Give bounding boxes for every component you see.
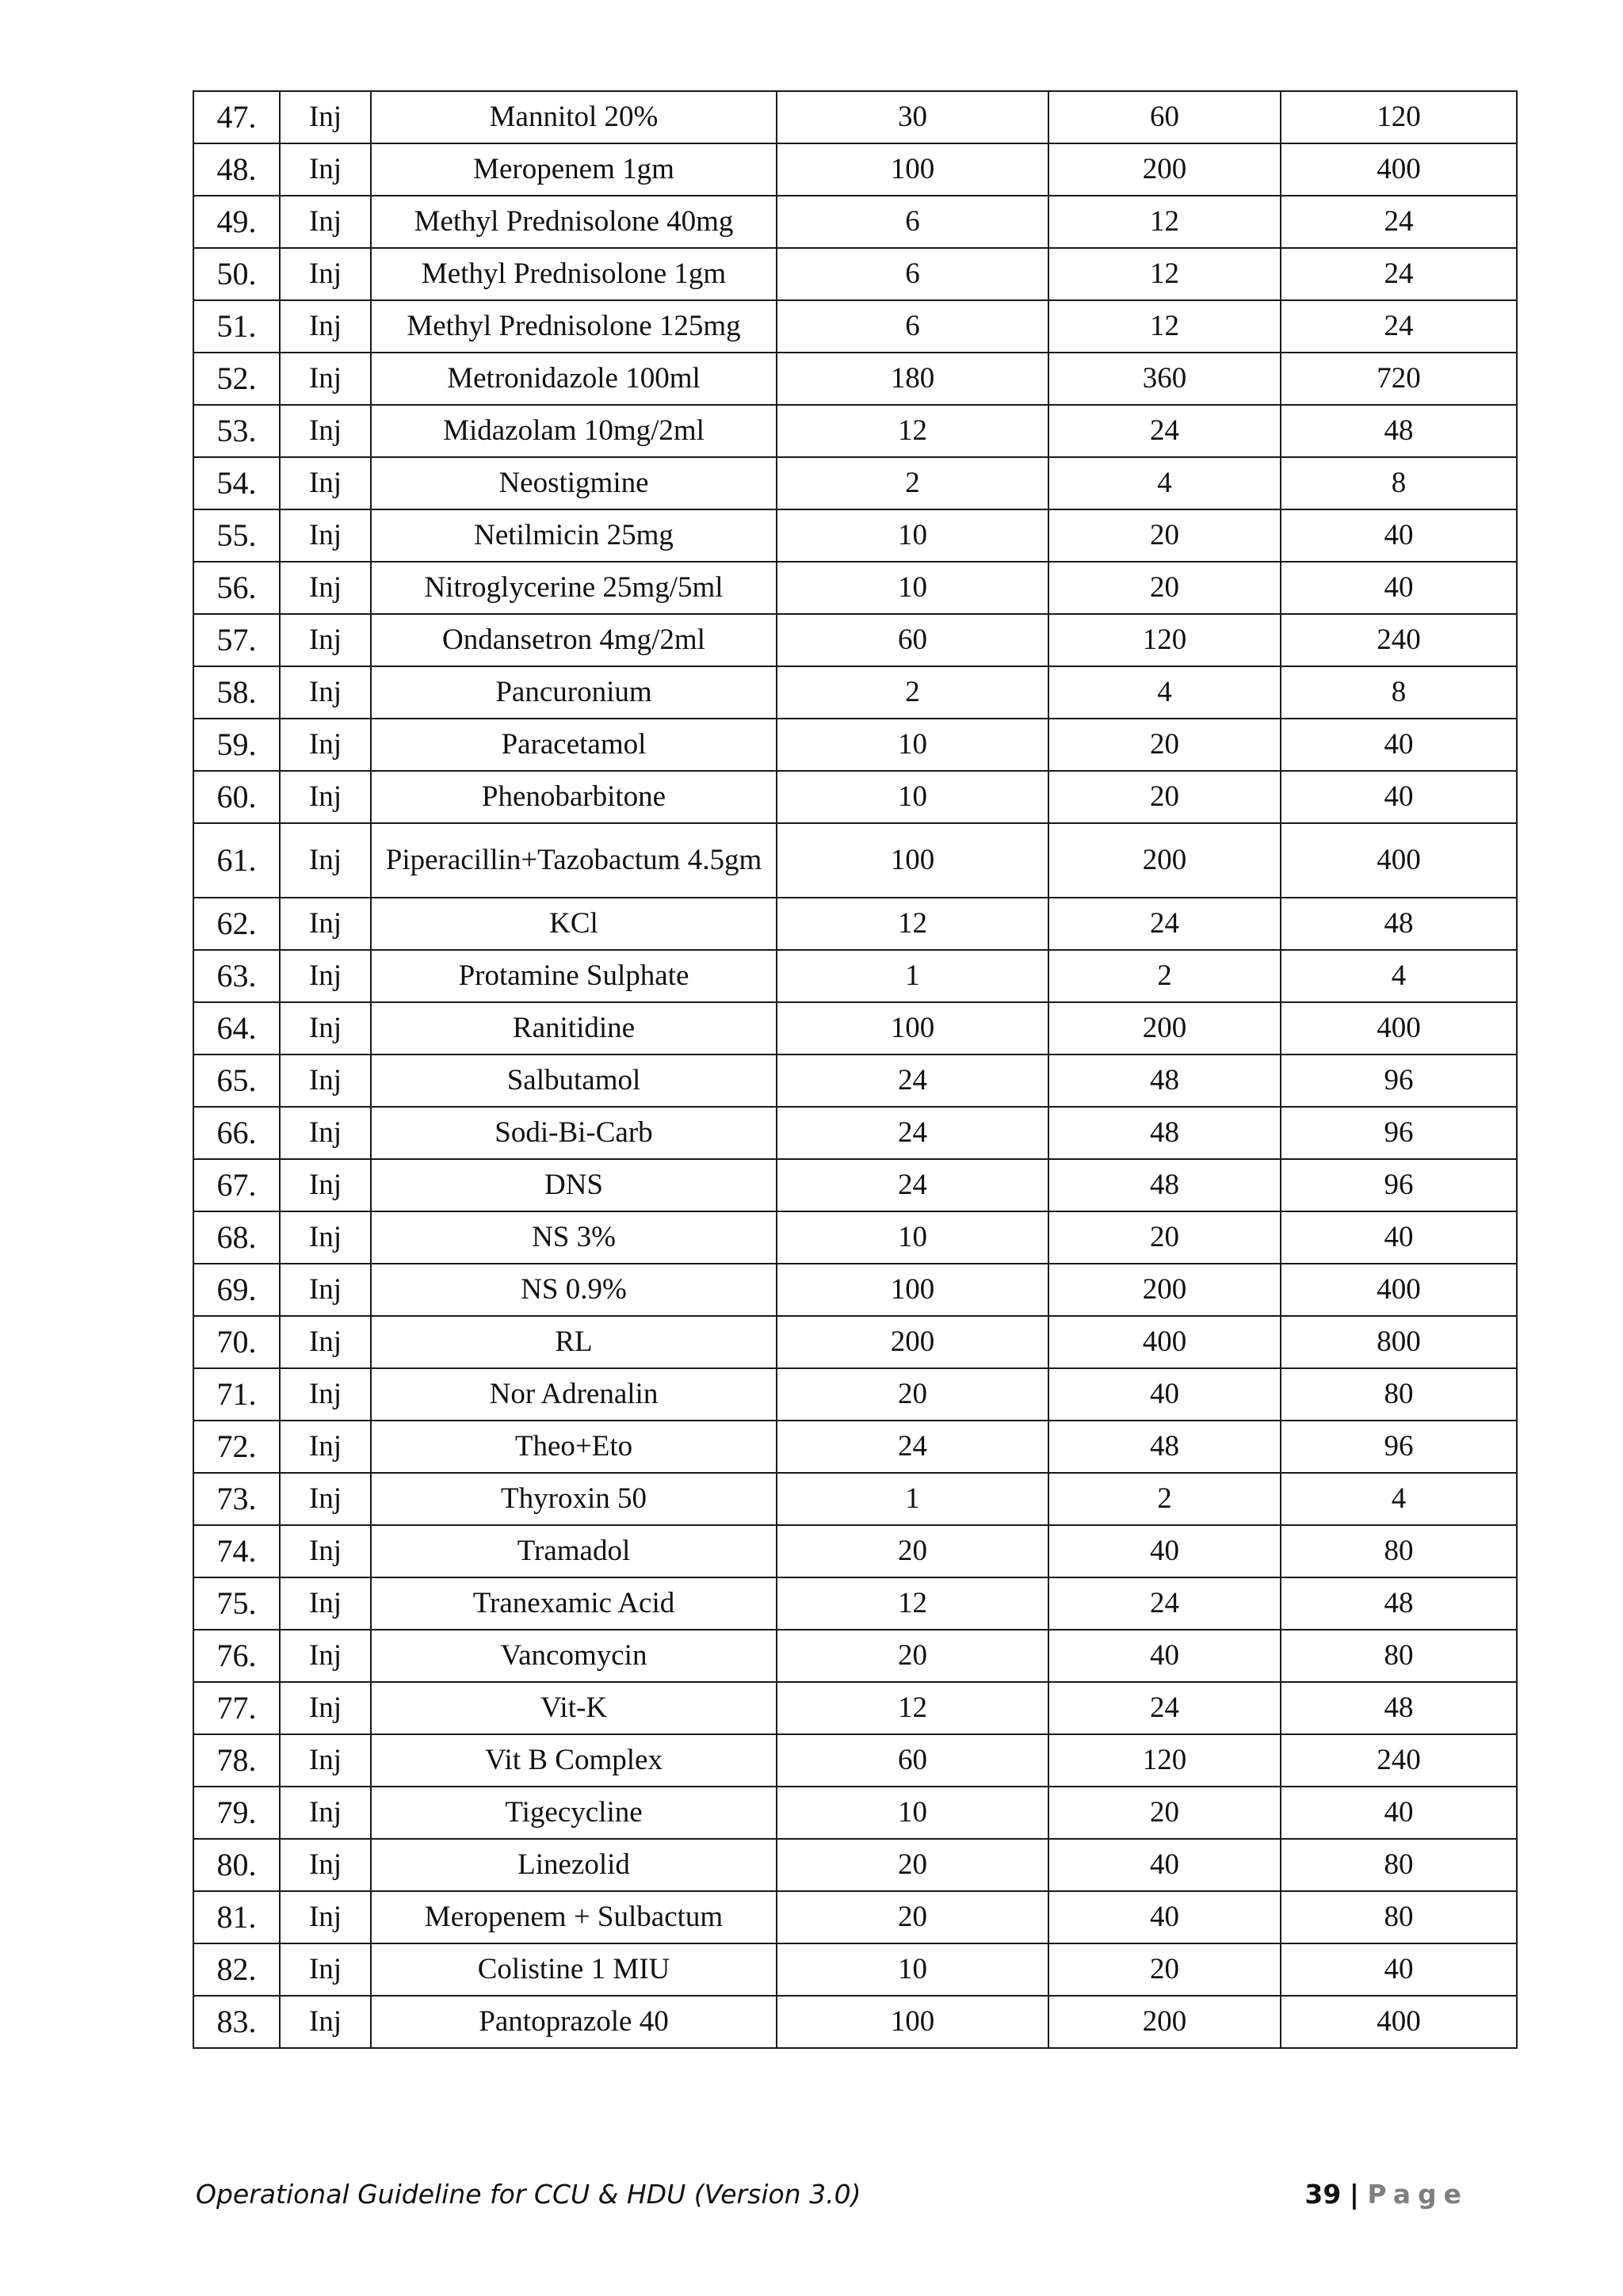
serial-number-cell: 63.	[193, 950, 280, 1002]
drug-name-cell: Theo+Eto	[371, 1421, 777, 1473]
quantity-cell: 20	[777, 1839, 1048, 1891]
quantity-cell: 100	[777, 143, 1048, 196]
quantity-cell: 20	[1048, 509, 1281, 562]
quantity-cell: 400	[1281, 143, 1517, 196]
dosage-form-cell: Inj	[280, 1107, 371, 1159]
quantity-cell: 200	[1048, 823, 1281, 898]
serial-number-cell: 81.	[193, 1891, 280, 1943]
quantity-cell: 24	[1281, 248, 1517, 300]
table-row	[193, 143, 1517, 196]
quantity-cell: 720	[1281, 353, 1517, 405]
drug-name-cell: NS 0.9%	[371, 1264, 777, 1316]
dosage-form-cell: Inj	[280, 1577, 371, 1630]
table-row	[193, 509, 1517, 562]
drug-name-cell: Neostigmine	[371, 457, 777, 509]
quantity-cell: 10	[777, 562, 1048, 614]
dosage-form-cell: Inj	[280, 1734, 371, 1787]
quantity-cell: 60	[1048, 91, 1281, 143]
dosage-form-cell: Inj	[280, 771, 371, 823]
quantity-cell: 40	[1281, 1211, 1517, 1264]
quantity-cell: 48	[1281, 1577, 1517, 1630]
quantity-cell: 40	[1281, 562, 1517, 614]
quantity-cell: 48	[1281, 898, 1517, 950]
table-row	[193, 823, 1517, 898]
drug-name-cell: DNS	[371, 1159, 777, 1211]
quantity-cell: 12	[1048, 196, 1281, 248]
quantity-cell: 96	[1281, 1107, 1517, 1159]
drug-name-cell: Methyl Prednisolone 40mg	[371, 196, 777, 248]
serial-number-cell: 77.	[193, 1682, 280, 1734]
quantity-cell: 40	[1281, 719, 1517, 771]
table-row	[193, 614, 1517, 666]
quantity-cell: 400	[1048, 1316, 1281, 1368]
quantity-cell: 24	[1048, 1577, 1281, 1630]
serial-number-cell: 68.	[193, 1211, 280, 1264]
serial-number-cell: 73.	[193, 1473, 280, 1525]
quantity-cell: 2	[1048, 1473, 1281, 1525]
footer-page-label	[1304, 2179, 1468, 2210]
quantity-cell: 40	[1281, 1787, 1517, 1839]
quantity-cell: 6	[777, 248, 1048, 300]
quantity-cell: 24	[1048, 405, 1281, 457]
table-row	[193, 1525, 1517, 1577]
quantity-cell: 200	[777, 1316, 1048, 1368]
quantity-cell: 200	[1048, 1996, 1281, 2048]
dosage-form-cell: Inj	[280, 300, 371, 353]
drug-name-cell: Methyl Prednisolone 125mg	[371, 300, 777, 353]
quantity-cell: 400	[1281, 823, 1517, 898]
drug-name-cell: Pantoprazole 40	[371, 1996, 777, 2048]
dosage-form-cell: Inj	[280, 196, 371, 248]
quantity-cell: 12	[777, 1682, 1048, 1734]
table-row	[193, 950, 1517, 1002]
table-row	[193, 1107, 1517, 1159]
quantity-cell: 100	[777, 823, 1048, 898]
quantity-cell: 10	[777, 509, 1048, 562]
quantity-cell: 24	[1281, 300, 1517, 353]
quantity-cell: 120	[1048, 1734, 1281, 1787]
table-row	[193, 405, 1517, 457]
table-row	[193, 771, 1517, 823]
quantity-cell: 10	[777, 1787, 1048, 1839]
drug-name-cell: Mannitol 20%	[371, 91, 777, 143]
quantity-cell: 80	[1281, 1630, 1517, 1682]
quantity-cell: 48	[1048, 1421, 1281, 1473]
drug-quantity-table	[193, 90, 1518, 2049]
table-row	[193, 1368, 1517, 1421]
drug-name-cell: Midazolam 10mg/2ml	[371, 405, 777, 457]
serial-number-cell: 78.	[193, 1734, 280, 1787]
quantity-cell: 10	[777, 1211, 1048, 1264]
quantity-cell: 24	[1048, 898, 1281, 950]
drug-name-cell: Salbutamol	[371, 1055, 777, 1107]
serial-number-cell: 60.	[193, 771, 280, 823]
quantity-cell: 360	[1048, 353, 1281, 405]
quantity-cell: 20	[777, 1630, 1048, 1682]
table-row	[193, 1996, 1517, 2048]
table-row	[193, 1211, 1517, 1264]
dosage-form-cell: Inj	[280, 248, 371, 300]
quantity-cell: 180	[777, 353, 1048, 405]
table-row	[193, 1839, 1517, 1891]
quantity-cell: 100	[777, 1996, 1048, 2048]
serial-number-cell: 57.	[193, 614, 280, 666]
table-row	[193, 666, 1517, 719]
table-row	[193, 1264, 1517, 1316]
serial-number-cell: 49.	[193, 196, 280, 248]
quantity-cell: 100	[777, 1002, 1048, 1055]
dosage-form-cell: Inj	[280, 1473, 371, 1525]
page-number: 39	[1304, 2179, 1342, 2210]
drug-name-cell: Piperacillin+Tazobactum 4.5gm	[371, 823, 777, 898]
serial-number-cell: 62.	[193, 898, 280, 950]
table-row	[193, 562, 1517, 614]
dosage-form-cell: Inj	[280, 1630, 371, 1682]
quantity-cell: 40	[1048, 1891, 1281, 1943]
drug-name-cell: Linezolid	[371, 1839, 777, 1891]
quantity-cell: 96	[1281, 1421, 1517, 1473]
quantity-cell: 400	[1281, 1996, 1517, 2048]
table-row	[193, 1577, 1517, 1630]
dosage-form-cell: Inj	[280, 898, 371, 950]
drug-name-cell: Vit B Complex	[371, 1734, 777, 1787]
drug-name-cell: Nitroglycerine 25mg/5ml	[371, 562, 777, 614]
drug-name-cell: Methyl Prednisolone 1gm	[371, 248, 777, 300]
quantity-cell: 800	[1281, 1316, 1517, 1368]
drug-name-cell: RL	[371, 1316, 777, 1368]
quantity-cell: 20	[1048, 719, 1281, 771]
drug-name-cell: Vancomycin	[371, 1630, 777, 1682]
dosage-form-cell: Inj	[280, 1264, 371, 1316]
table-row	[193, 719, 1517, 771]
dosage-form-cell: Inj	[280, 1525, 371, 1577]
quantity-cell: 10	[777, 771, 1048, 823]
dosage-form-cell: Inj	[280, 1211, 371, 1264]
quantity-cell: 1	[777, 1473, 1048, 1525]
dosage-form-cell: Inj	[280, 666, 371, 719]
drug-name-cell: Vit-K	[371, 1682, 777, 1734]
quantity-cell: 2	[1048, 950, 1281, 1002]
serial-number-cell: 80.	[193, 1839, 280, 1891]
quantity-cell: 24	[777, 1159, 1048, 1211]
quantity-cell: 240	[1281, 1734, 1517, 1787]
quantity-cell: 400	[1281, 1002, 1517, 1055]
quantity-cell: 10	[777, 1943, 1048, 1996]
drug-name-cell: Netilmicin 25mg	[371, 509, 777, 562]
table-row	[193, 898, 1517, 950]
drug-name-cell: Thyroxin 50	[371, 1473, 777, 1525]
table-row	[193, 1159, 1517, 1211]
serial-number-cell: 83.	[193, 1996, 280, 2048]
dosage-form-cell: Inj	[280, 1891, 371, 1943]
serial-number-cell: 82.	[193, 1943, 280, 1996]
quantity-cell: 1	[777, 950, 1048, 1002]
table-row	[193, 1891, 1517, 1943]
table-row	[193, 1682, 1517, 1734]
page-separator: |	[1349, 2179, 1359, 2210]
quantity-cell: 12	[1048, 300, 1281, 353]
serial-number-cell: 55.	[193, 509, 280, 562]
drug-name-cell: Paracetamol	[371, 719, 777, 771]
table-row	[193, 1055, 1517, 1107]
serial-number-cell: 51.	[193, 300, 280, 353]
table-row	[193, 1630, 1517, 1682]
drug-name-cell: KCl	[371, 898, 777, 950]
table-row	[193, 1734, 1517, 1787]
quantity-cell: 12	[777, 405, 1048, 457]
quantity-cell: 2	[777, 457, 1048, 509]
dosage-form-cell: Inj	[280, 1682, 371, 1734]
dosage-form-cell: Inj	[280, 1368, 371, 1421]
quantity-cell: 20	[777, 1525, 1048, 1577]
quantity-cell: 20	[1048, 1943, 1281, 1996]
quantity-cell: 40	[1281, 771, 1517, 823]
quantity-cell: 80	[1281, 1891, 1517, 1943]
page-footer	[193, 2176, 1516, 2215]
dosage-form-cell: Inj	[280, 823, 371, 898]
dosage-form-cell: Inj	[280, 950, 371, 1002]
quantity-cell: 40	[1281, 1943, 1517, 1996]
quantity-cell: 20	[1048, 1211, 1281, 1264]
dosage-form-cell: Inj	[280, 457, 371, 509]
drug-name-cell: Ondansetron 4mg/2ml	[371, 614, 777, 666]
dosage-form-cell: Inj	[280, 1839, 371, 1891]
table-row	[193, 1002, 1517, 1055]
drug-name-cell: Ranitidine	[371, 1002, 777, 1055]
table-row	[193, 91, 1517, 143]
quantity-cell: 6	[777, 196, 1048, 248]
quantity-cell: 48	[1048, 1055, 1281, 1107]
drug-name-cell: Protamine Sulphate	[371, 950, 777, 1002]
serial-number-cell: 70.	[193, 1316, 280, 1368]
serial-number-cell: 53.	[193, 405, 280, 457]
quantity-cell: 12	[1048, 248, 1281, 300]
table-row	[193, 1421, 1517, 1473]
quantity-cell: 20	[1048, 771, 1281, 823]
dosage-form-cell: Inj	[280, 405, 371, 457]
quantity-cell: 40	[1048, 1525, 1281, 1577]
table-body	[193, 91, 1517, 2048]
table-row	[193, 1473, 1517, 1525]
quantity-cell: 40	[1048, 1839, 1281, 1891]
quantity-cell: 120	[1048, 614, 1281, 666]
drug-name-cell: Meropenem 1gm	[371, 143, 777, 196]
table-row	[193, 196, 1517, 248]
serial-number-cell: 56.	[193, 562, 280, 614]
drug-name-cell: Pancuronium	[371, 666, 777, 719]
dosage-form-cell: Inj	[280, 614, 371, 666]
drug-name-cell: Sodi-Bi-Carb	[371, 1107, 777, 1159]
serial-number-cell: 58.	[193, 666, 280, 719]
dosage-form-cell: Inj	[280, 353, 371, 405]
quantity-cell: 40	[1048, 1630, 1281, 1682]
quantity-cell: 200	[1048, 1002, 1281, 1055]
drug-name-cell: Phenobarbitone	[371, 771, 777, 823]
serial-number-cell: 67.	[193, 1159, 280, 1211]
quantity-cell: 6	[777, 300, 1048, 353]
quantity-cell: 4	[1048, 666, 1281, 719]
dosage-form-cell: Inj	[280, 143, 371, 196]
quantity-cell: 80	[1281, 1368, 1517, 1421]
serial-number-cell: 65.	[193, 1055, 280, 1107]
dosage-form-cell: Inj	[280, 1943, 371, 1996]
quantity-cell: 120	[1281, 91, 1517, 143]
quantity-cell: 4	[1281, 1473, 1517, 1525]
serial-number-cell: 71.	[193, 1368, 280, 1421]
serial-number-cell: 50.	[193, 248, 280, 300]
quantity-cell: 24	[1048, 1682, 1281, 1734]
serial-number-cell: 75.	[193, 1577, 280, 1630]
quantity-cell: 24	[777, 1055, 1048, 1107]
quantity-cell: 100	[777, 1264, 1048, 1316]
table-row	[193, 248, 1517, 300]
serial-number-cell: 72.	[193, 1421, 280, 1473]
dosage-form-cell: Inj	[280, 562, 371, 614]
quantity-cell: 48	[1281, 1682, 1517, 1734]
quantity-cell: 96	[1281, 1159, 1517, 1211]
drug-name-cell: Metronidazole 100ml	[371, 353, 777, 405]
serial-number-cell: 66.	[193, 1107, 280, 1159]
quantity-cell: 24	[777, 1107, 1048, 1159]
quantity-cell: 2	[777, 666, 1048, 719]
serial-number-cell: 69.	[193, 1264, 280, 1316]
serial-number-cell: 64.	[193, 1002, 280, 1055]
dosage-form-cell: Inj	[280, 1002, 371, 1055]
serial-number-cell: 79.	[193, 1787, 280, 1839]
quantity-cell: 200	[1048, 143, 1281, 196]
quantity-cell: 4	[1048, 457, 1281, 509]
quantity-cell: 30	[777, 91, 1048, 143]
dosage-form-cell: Inj	[280, 509, 371, 562]
drug-name-cell: Colistine 1 MIU	[371, 1943, 777, 1996]
table-row	[193, 1787, 1517, 1839]
quantity-cell: 40	[1281, 509, 1517, 562]
serial-number-cell: 48.	[193, 143, 280, 196]
quantity-cell: 8	[1281, 457, 1517, 509]
dosage-form-cell: Inj	[280, 1421, 371, 1473]
footer-document-title: Operational Guideline for CCU & HDU (Version 3.0)	[196, 2179, 861, 2210]
drug-name-cell: NS 3%	[371, 1211, 777, 1264]
table-row	[193, 1943, 1517, 1996]
quantity-cell: 4	[1281, 950, 1517, 1002]
table-row	[193, 300, 1517, 353]
page-word: Page	[1367, 2179, 1468, 2210]
quantity-cell: 12	[777, 898, 1048, 950]
dosage-form-cell: Inj	[280, 1787, 371, 1839]
drug-name-cell: Tramadol	[371, 1525, 777, 1577]
dosage-form-cell: Inj	[280, 719, 371, 771]
drug-name-cell: Meropenem + Sulbactum	[371, 1891, 777, 1943]
quantity-cell: 240	[1281, 614, 1517, 666]
serial-number-cell: 76.	[193, 1630, 280, 1682]
dosage-form-cell: Inj	[280, 1055, 371, 1107]
table-row	[193, 353, 1517, 405]
serial-number-cell: 74.	[193, 1525, 280, 1577]
dosage-form-cell: Inj	[280, 1159, 371, 1211]
quantity-cell: 8	[1281, 666, 1517, 719]
quantity-cell: 80	[1281, 1525, 1517, 1577]
quantity-cell: 60	[777, 614, 1048, 666]
quantity-cell: 20	[1048, 1787, 1281, 1839]
quantity-cell: 40	[1048, 1368, 1281, 1421]
table-row	[193, 1316, 1517, 1368]
dosage-form-cell: Inj	[280, 91, 371, 143]
quantity-cell: 48	[1281, 405, 1517, 457]
serial-number-cell: 52.	[193, 353, 280, 405]
quantity-cell: 60	[777, 1734, 1048, 1787]
quantity-cell: 20	[777, 1891, 1048, 1943]
serial-number-cell: 59.	[193, 719, 280, 771]
quantity-cell: 10	[777, 719, 1048, 771]
quantity-cell: 20	[1048, 562, 1281, 614]
quantity-cell: 24	[1281, 196, 1517, 248]
dosage-form-cell: Inj	[280, 1316, 371, 1368]
drug-name-cell: Nor Adrenalin	[371, 1368, 777, 1421]
drug-name-cell: Tigecycline	[371, 1787, 777, 1839]
quantity-cell: 400	[1281, 1264, 1517, 1316]
quantity-cell: 80	[1281, 1839, 1517, 1891]
quantity-cell: 48	[1048, 1107, 1281, 1159]
table-row	[193, 457, 1517, 509]
quantity-cell: 12	[777, 1577, 1048, 1630]
dosage-form-cell: Inj	[280, 1996, 371, 2048]
quantity-cell: 96	[1281, 1055, 1517, 1107]
quantity-cell: 200	[1048, 1264, 1281, 1316]
quantity-cell: 48	[1048, 1159, 1281, 1211]
quantity-cell: 24	[777, 1421, 1048, 1473]
quantity-cell: 20	[777, 1368, 1048, 1421]
serial-number-cell: 61.	[193, 823, 280, 898]
serial-number-cell: 47.	[193, 91, 280, 143]
serial-number-cell: 54.	[193, 457, 280, 509]
drug-name-cell: Tranexamic Acid	[371, 1577, 777, 1630]
